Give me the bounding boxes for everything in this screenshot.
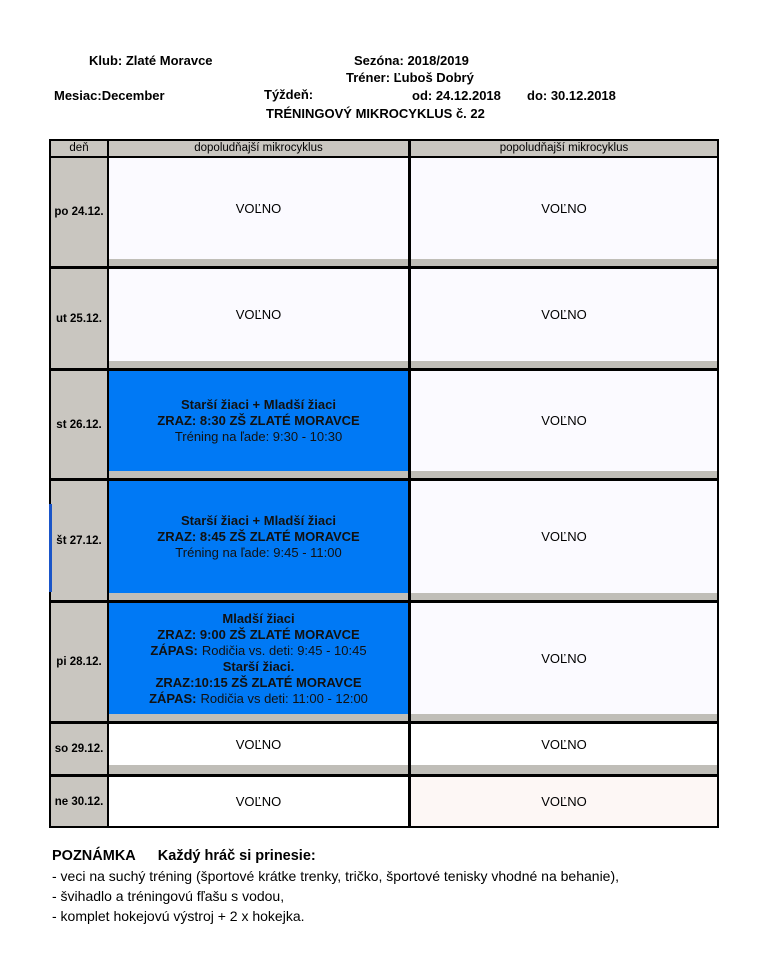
afternoon-session-cell [411, 158, 717, 259]
note-label: POZNÁMKA [52, 848, 136, 864]
session-text: ZÁPAS: [149, 690, 197, 706]
morning-session-cell [109, 724, 408, 765]
day-cell: ut 25.12. [51, 269, 107, 368]
session-line: VOĽNO [235, 200, 282, 216]
afternoon-session-cell [411, 371, 717, 471]
day-cell: st 26.12. [51, 371, 107, 478]
session-line: VOĽNO [235, 736, 282, 752]
row-divider-bar [411, 471, 717, 478]
session-line: ZRAZ: 8:30 ZŠ ZLATÉ MORAVCE [157, 413, 360, 428]
session-line [149, 691, 368, 707]
column-header-day: deň [51, 141, 107, 156]
note-section [52, 846, 619, 926]
week-label: Týždeň: [264, 87, 314, 102]
session-line: ZRAZ: 8:45 ZŠ ZLATÉ MORAVCE [157, 529, 360, 544]
coach-label: Tréner: Ľuboš Dobrý [346, 70, 474, 85]
session-text: Rodičia vs. deti: 9:45 - 10:45 [201, 642, 367, 658]
note-heading [52, 846, 619, 866]
session-text: ZRAZ:10:15 ZŠ ZLATÉ MORAVCE [155, 674, 362, 690]
note-item: - švihadlo a tréningovú fľašu s vodou, [52, 888, 285, 904]
day-cell: ne 30.12. [51, 777, 107, 826]
day-cell: so 29.12. [51, 724, 107, 774]
session-line: VOĽNO [541, 307, 587, 322]
note-item: - komplet hokejovú výstroj + 2 x hokejka. [52, 908, 305, 924]
row-divider-bar [109, 471, 408, 478]
afternoon-session-cell [411, 269, 717, 361]
afternoon-session-cell [411, 724, 717, 765]
document-title: TRÉNINGOVÝ MIKROCYKLUS č. 22 [266, 106, 485, 121]
row-divider-bar [109, 593, 408, 600]
row-divider-bar [411, 714, 717, 721]
session-line [150, 643, 366, 659]
note-item: - veci na suchý tréning (športové krátke trenky, tričko, športové tenisky vhodné na behanie), [52, 868, 620, 884]
morning-session-cell [109, 481, 408, 593]
afternoon-session-cell [411, 481, 717, 593]
session-text: Rodičia vs deti: 11:00 - 12:00 [200, 690, 368, 706]
season-label: Sezóna: 2018/2019 [354, 53, 469, 68]
morning-session-cell [109, 603, 408, 714]
row-divider-bar [411, 361, 717, 368]
row-marker [49, 504, 52, 592]
club-label: Klub: Zlaté Moravce [89, 53, 213, 68]
session-line: VOĽNO [541, 736, 587, 752]
day-cell: pi 28.12. [51, 603, 107, 721]
afternoon-session-cell [411, 603, 717, 714]
session-line: Starší žiaci + Mladší žiaci [181, 513, 336, 528]
morning-session-cell [109, 269, 408, 361]
session-line: Tréning na ľade: 9:30 - 10:30 [174, 429, 343, 444]
session-line: VOĽNO [541, 200, 587, 216]
month-label: Mesiac:December [54, 88, 165, 103]
session-text: Starší žiaci. [222, 658, 295, 674]
morning-session-cell [109, 371, 408, 471]
session-text: ZÁPAS: [150, 642, 198, 658]
session-line: VOĽNO [541, 650, 587, 666]
session-line: VOĽNO [541, 793, 587, 809]
row-divider-bar [109, 714, 408, 721]
row-divider-bar [411, 765, 717, 774]
day-cell: po 24.12. [51, 158, 107, 266]
session-line: Starší žiaci + Mladší žiaci [181, 397, 336, 412]
row-divider-bar [109, 765, 408, 774]
day-cell: št 27.12. [51, 481, 107, 600]
session-text: ZRAZ: 9:00 ZŠ ZLATÉ MORAVCE [157, 626, 360, 642]
session-line [222, 611, 294, 627]
session-text: Mladší žiaci [222, 610, 295, 626]
morning-session-cell [109, 777, 408, 826]
session-line: VOĽNO [235, 307, 282, 322]
session-line: VOĽNO [541, 529, 587, 544]
session-line: VOĽNO [541, 413, 587, 428]
session-line: Tréning na ľade: 9:45 - 11:00 [175, 545, 342, 560]
row-divider-bar [411, 593, 717, 600]
date-from: od: 24.12.2018 [412, 88, 501, 103]
session-line [155, 675, 361, 691]
row-divider-bar [109, 259, 408, 266]
row-divider-bar [411, 259, 717, 266]
row-divider-bar [109, 361, 408, 368]
session-line [223, 659, 295, 675]
date-to: do: 30.12.2018 [527, 88, 616, 103]
session-line: VOĽNO [235, 793, 282, 809]
column-header-morning: dopoludňajší mikrocyklus [109, 141, 408, 156]
column-header-afternoon: popoludňajší mikrocyklus [411, 141, 717, 156]
morning-session-cell [109, 158, 408, 259]
session-line [157, 627, 359, 643]
afternoon-session-cell [411, 777, 717, 826]
note-intro: Každý hráč si prinesie: [157, 848, 316, 864]
schedule-table [49, 139, 719, 828]
